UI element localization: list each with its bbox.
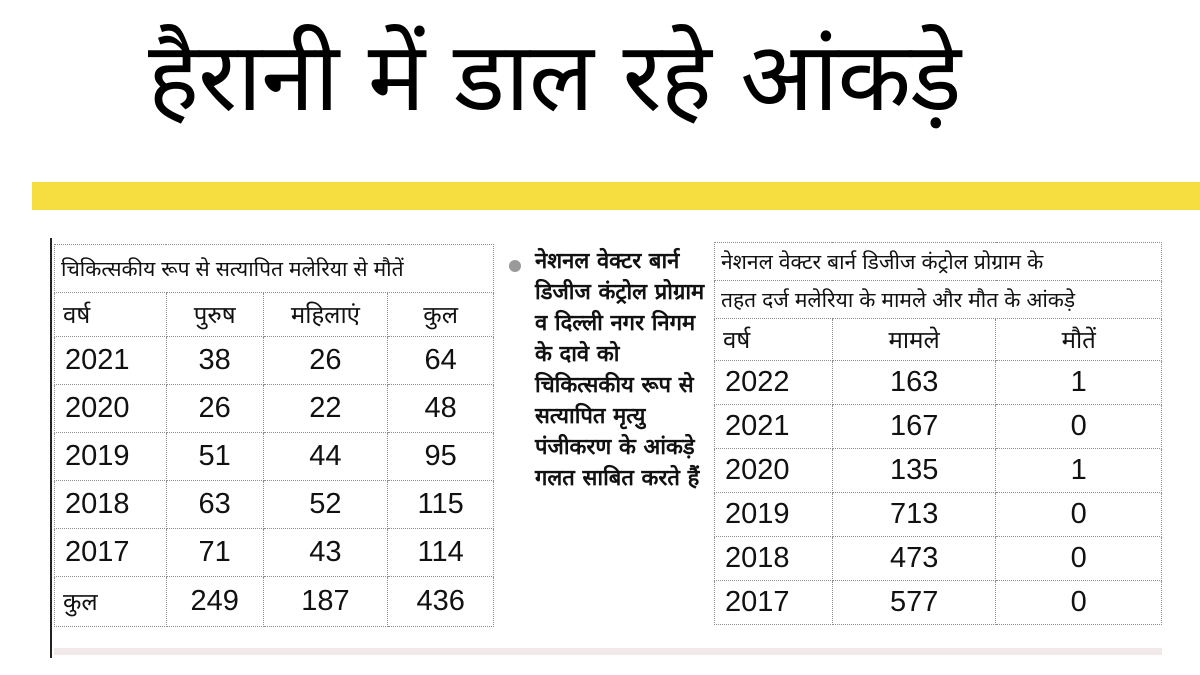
row-female: 52 (263, 481, 388, 529)
table-row (55, 433, 494, 481)
bottom-divider-bar (54, 648, 1162, 655)
row-male: 26 (166, 385, 263, 433)
row-cases: 167 (832, 405, 996, 449)
left-header-total: कुल (388, 293, 494, 337)
row-total: 64 (388, 337, 494, 385)
total-all: 436 (388, 577, 494, 627)
table-row (55, 385, 494, 433)
total-female: 187 (263, 577, 388, 627)
table-total-row (55, 577, 494, 627)
right-table-title-line1: नेशनल वेक्टर बार्न डिजीज कंट्रोल प्रोग्राम के (715, 243, 1162, 281)
row-year: 2019 (715, 493, 833, 537)
left-header-female: महिलाएं (263, 293, 388, 337)
right-table-title-line2: तहत दर्ज मलेरिया के मामले और मौत के आंकड़े (715, 281, 1162, 319)
row-cases: 135 (832, 449, 996, 493)
row-cases: 473 (832, 537, 996, 581)
row-cases: 163 (832, 361, 996, 405)
row-female: 22 (263, 385, 388, 433)
row-deaths: 1 (996, 449, 1162, 493)
table-row (715, 493, 1162, 537)
table-row (715, 537, 1162, 581)
table-row (55, 481, 494, 529)
row-male: 71 (166, 529, 263, 577)
table-row (55, 337, 494, 385)
table-row (715, 361, 1162, 405)
cases-and-deaths-table (714, 242, 1162, 625)
row-total: 114 (388, 529, 494, 577)
right-header-deaths: मौतें (996, 319, 1162, 361)
row-total: 95 (388, 433, 494, 481)
table-row (715, 449, 1162, 493)
row-female: 43 (263, 529, 388, 577)
total-male: 249 (166, 577, 263, 627)
row-female: 26 (263, 337, 388, 385)
table-row (55, 529, 494, 577)
row-deaths: 0 (996, 493, 1162, 537)
row-deaths: 0 (996, 405, 1162, 449)
row-deaths: 0 (996, 537, 1162, 581)
page-headline: हैरानी में डाल रहे आंकड़े (148, 21, 961, 133)
row-year: 2022 (715, 361, 833, 405)
deaths-by-gender-table (54, 244, 494, 627)
left-header-male: पुरुष (166, 293, 263, 337)
row-year: 2020 (55, 385, 167, 433)
row-year: 2020 (715, 449, 833, 493)
row-male: 38 (166, 337, 263, 385)
row-year: 2017 (55, 529, 167, 577)
left-header-year: वर्ष (55, 293, 167, 337)
left-table-title: चिकित्सकीय रूप से सत्यापित मलेरिया से मौतें (55, 245, 494, 293)
right-header-year: वर्ष (715, 319, 833, 361)
row-male: 51 (166, 433, 263, 481)
row-deaths: 1 (996, 361, 1162, 405)
row-year: 2019 (55, 433, 167, 481)
row-cases: 713 (832, 493, 996, 537)
row-year: 2021 (55, 337, 167, 385)
side-note-text: नेशनल वेक्टर बार्न डिजीज कंट्रोल प्रोग्राम व दिल्ली नगर निगम के दावे को चिकित्सकीय रूप से सत्यापित मृत्यु पंजीकरण के आंकड़े गलत साबित करते हैं (535, 249, 705, 491)
row-cases: 577 (832, 581, 996, 625)
table-row (715, 581, 1162, 625)
row-total: 115 (388, 481, 494, 529)
row-female: 44 (263, 433, 388, 481)
row-year: 2018 (715, 537, 833, 581)
row-year: 2021 (715, 405, 833, 449)
table-row (715, 405, 1162, 449)
left-vertical-rule (50, 238, 52, 658)
row-year: 2017 (715, 581, 833, 625)
row-year: 2018 (55, 481, 167, 529)
bullet-icon (509, 260, 521, 272)
row-deaths: 0 (996, 581, 1162, 625)
total-label: कुल (55, 577, 167, 627)
yellow-divider-band (32, 182, 1200, 210)
row-total: 48 (388, 385, 494, 433)
row-male: 63 (166, 481, 263, 529)
right-header-cases: मामले (832, 319, 996, 361)
